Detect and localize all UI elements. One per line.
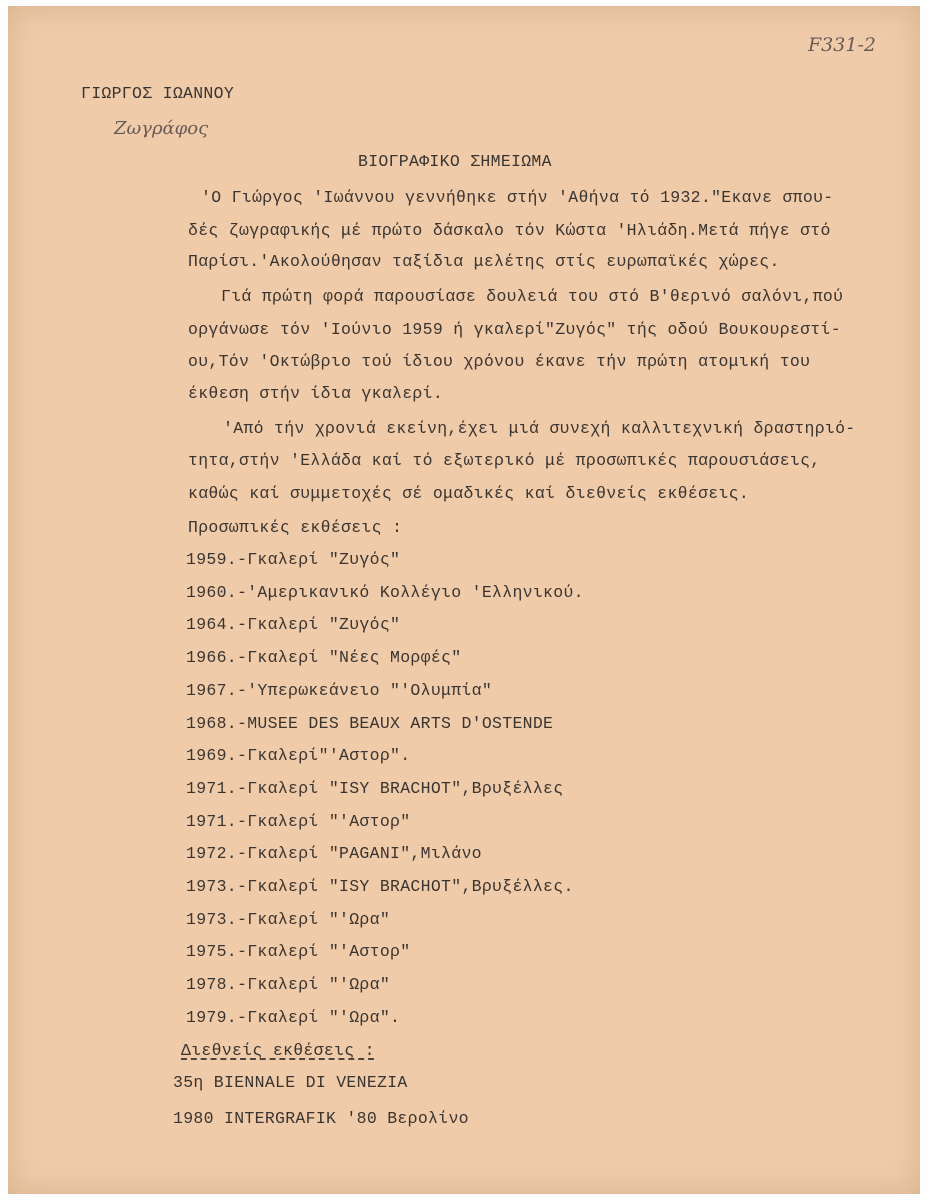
solo-exhibition-item: 1973.-Γκαλερί "ISY BRACHOT",Βρυξέλλες. xyxy=(186,877,574,896)
solo-exhibition-item: 1973.-Γκαλερί "'Ωρα" xyxy=(186,909,391,929)
body-line: Γιά πρώτη φορά παρουσίασε δουλειά του στό Β'θερινό σαλόνι,πού xyxy=(221,287,844,306)
body-line: οργάνωσε τόν 'Ιούνιο 1959 ή γκαλερί"Ζυγός" τής οδού Βουκουρεστί- xyxy=(188,320,841,339)
solo-exhibition-item: 1968.-MUSEE DES BEAUX ARTS D'OSTENDE xyxy=(186,713,554,733)
body-line: Παρίσι.'Ακολούθησαν ταξίδια μελέτης στίς ευρωπαϊκές χώρες. xyxy=(188,252,780,271)
solo-exhibition-item: 1975.-Γκαλερί "'Αστορ" xyxy=(186,942,411,962)
solo-exhibition-item: 1972.-Γκαλερί "PAGANI",Μιλάνο xyxy=(186,844,482,864)
solo-exhibition-item: 1964.-Γκαλερί "Ζυγός" xyxy=(186,615,401,635)
body-line: ου,Τόν 'Οκτώβριο τού ίδιου χρόνου έκανε τήν πρώτη ατομική του xyxy=(188,352,811,371)
solo-exhibition-item: 1969.-Γκαλερί"'Αστορ". xyxy=(186,746,411,766)
solo-exhibition-item: 1971.-Γκαλερί "'Αστορ" xyxy=(186,811,411,831)
solo-exhibition-item: 1967.-'Υπερωκεάνειο "'Ολυμπία" xyxy=(186,680,493,700)
solo-exhibition-item: 1966.-Γκαλερί "Νέες Μορφές" xyxy=(186,648,462,668)
body-line: τητα,στήν 'Ελλάδα καί τό εξωτερικό μέ προσωπικές παρουσιάσεις, xyxy=(188,451,821,470)
solo-exhibition-item: 1959.-Γκαλερί "Ζυγός" xyxy=(186,550,401,569)
archive-mark: F331-2 xyxy=(808,34,876,56)
solo-exhibition-item: 1960.-'Αμερικανικό Κολλέγιο 'Ελληνικού. xyxy=(186,582,584,602)
solo-exhibition-item: 1978.-Γκαλερί "'Ωρα" xyxy=(186,975,391,995)
body-line: δές ζωγραφικής μέ πρώτο δάσκαλο τόν Κώστα 'Ηλιάδη.Μετά πήγε στό xyxy=(188,221,831,240)
body-line: 'Ο Γιώργος 'Ιωάννου γεννήθηκε στήν 'Αθήνα τό 1932."Εκανε σπου- xyxy=(201,188,834,207)
body-line: 'Από τήν χρονιά εκείνη,έχει μιά συνεχή καλλιτεχνική δραστηριό- xyxy=(223,419,856,438)
international-exhibitions-heading: Διεθνείς εκθέσεις : xyxy=(181,1041,375,1060)
solo-exhibitions-heading: Προσωπικές εκθέσεις : xyxy=(188,518,403,537)
intl-exhibition-item: 1980 INTERGRAFIK '80 Βερολίνο xyxy=(173,1109,469,1128)
profession: Ζωγράφος xyxy=(114,118,209,139)
author-name: ΓΙΩΡΓΟΣ ΙΩΑΝΝΟΥ xyxy=(81,84,235,103)
body-line: καθώς καί συμμετοχές σέ ομαδικές καί διεθνείς εκθέσεις. xyxy=(188,484,750,503)
document-title: ΒΙΟΓΡΑΦΙΚΟ ΣΗΜΕΙΩΜΑ xyxy=(358,152,552,171)
intl-exhibition-item: 35η BIENNALE DI VENEZIA xyxy=(173,1073,408,1092)
solo-exhibition-item: 1971.-Γκαλερί "ISY BRACHOT",Βρυξέλλες xyxy=(186,778,564,798)
solo-exhibition-item: 1979.-Γκαλερί "'Ωρα". xyxy=(186,1007,401,1027)
document-page xyxy=(8,6,920,1194)
body-line: έκθεση στήν ίδια γκαλερί. xyxy=(188,384,444,403)
